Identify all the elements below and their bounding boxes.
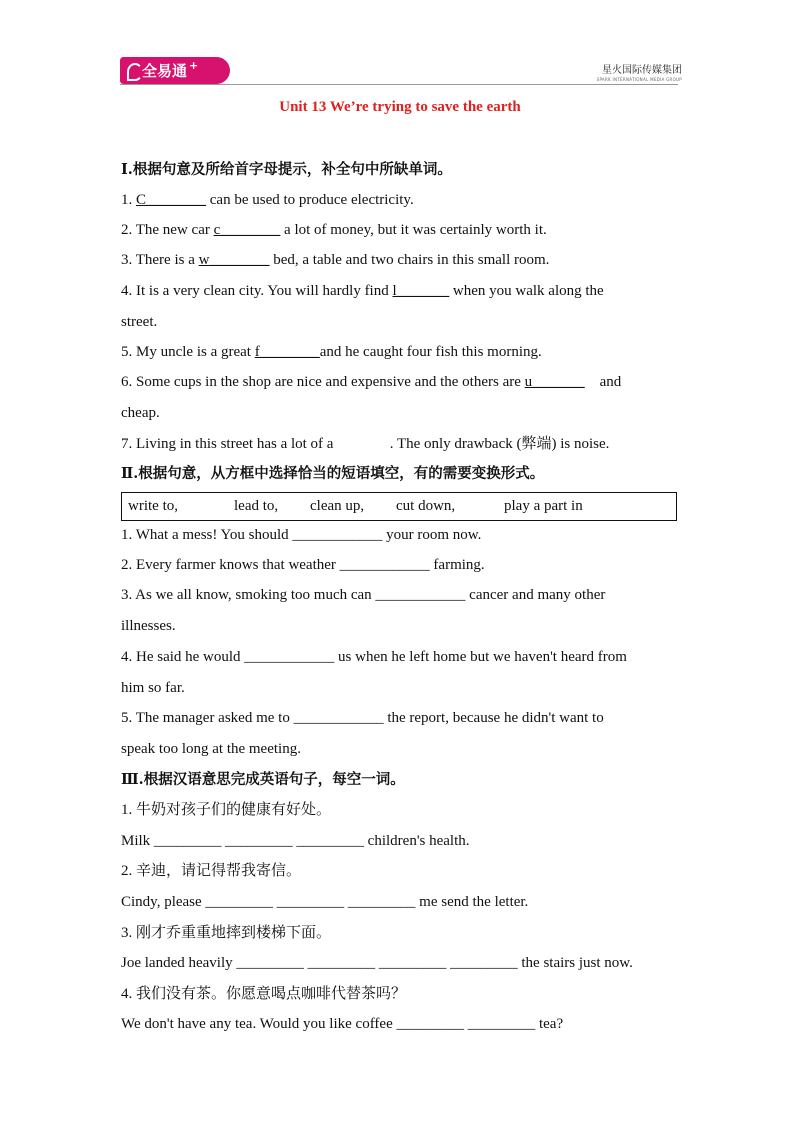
phrase: play a part in <box>504 498 583 514</box>
section2-item-4: 4. He said he would ____________ us when he left home but we haven't heard from <box>121 649 627 665</box>
section3-item-4-en: We don't have any tea. Would you like coffee _________ _________ tea? <box>121 1016 564 1032</box>
section3-item-3-cn: 3. 刚才乔重重地摔到楼梯下面。 <box>121 925 332 941</box>
section3-item-4-cn: 4. 我们没有茶。你愿意喝点咖啡代替茶吗？ <box>121 986 407 1002</box>
section1-item-6-cont: cheap. <box>121 405 160 421</box>
section2-heading: Ⅱ.根据句意，从方框中选择恰当的短语填空，有的需要变换形式。 <box>121 465 545 482</box>
publisher <box>597 61 682 82</box>
blank: w________ <box>198 252 270 268</box>
logo-plus: + <box>189 59 199 72</box>
phrase: lead to, <box>234 498 279 514</box>
blank: l_______ <box>392 283 450 299</box>
section2-item-1: 1. What a mess! You should ____________ your room now. <box>121 527 482 543</box>
section3-item-3-en: Joe landed heavily _________ _________ _________ _________ the stairs just now. <box>121 955 633 971</box>
logo-text: 全易通 <box>142 62 188 80</box>
publisher-name: 星火国际传媒集团 <box>602 65 682 76</box>
section1-item-1: 1. C________ can be used to produce electricity. <box>121 192 414 208</box>
logo <box>120 57 230 84</box>
phrase: write to, <box>128 498 178 514</box>
blank: C________ <box>136 192 207 208</box>
phrase: cut down, <box>396 498 456 514</box>
section2-item-3: 3. As we all know, smoking too much can ____________ cancer and many other <box>121 587 606 603</box>
section1-item-3: 3. There is a w________ bed, a table and two chairs in this small room. <box>121 252 550 268</box>
section3-item-2-cn: 2. 辛迪，请记得帮我寄信。 <box>121 863 302 879</box>
blank: f________ <box>254 344 320 360</box>
section2-item-5: 5. The manager asked me to ____________ the report, because he didn't want to <box>121 710 604 726</box>
section2-item-4-cont: him so far. <box>121 680 185 696</box>
page-title: Unit 13 We’re trying to save the earth <box>279 99 521 115</box>
header-rule <box>120 84 678 85</box>
phrase-box <box>121 492 677 521</box>
section3-item-2-en: Cindy, please _________ _________ _________ me send the letter. <box>121 894 529 910</box>
section1-item-4: 4. It is a very clean city. You will hardly find l_______ when you walk along the <box>121 283 604 299</box>
section1-item-7: 7. Living in this street has a lot of a . The only drawback (弊端) is noise. <box>121 436 610 452</box>
section1-item-4-cont: street. <box>121 314 158 330</box>
swirl-icon <box>127 63 143 81</box>
section2-item-2: 2. Every farmer knows that weather ____________ farming. <box>121 557 485 573</box>
blank: c________ <box>213 222 281 238</box>
phrase: clean up, <box>310 498 365 514</box>
section3-item-1-cn: 1. 牛奶对孩子们的健康有好处。 <box>121 802 332 818</box>
section2-item-3-cont: illnesses. <box>121 618 176 634</box>
section3-heading: Ⅲ.根据汉语意思完成英语句子，每空一词。 <box>121 771 405 788</box>
section1-item-2: 2. The new car c________ a lot of money, but it was certainly worth it. <box>121 222 547 238</box>
publisher-name-en: SPARK INTERNATIONAL MEDIA GROUP <box>596 77 682 82</box>
section1-heading: Ⅰ.根据句意及所给首字母提示，补全句中所缺单词。 <box>121 161 452 178</box>
blank: u_______ <box>524 374 585 390</box>
section2-item-5-cont: speak too long at the meeting. <box>121 741 301 757</box>
section1-item-6: 6. Some cups in the shop are nice and expensive and the others are u_______ and <box>121 374 622 390</box>
section1-item-5: 5. My uncle is a great f________and he caught four fish this morning. <box>121 344 542 360</box>
section3-item-1-en: Milk _________ _________ _________ children's health. <box>121 833 470 849</box>
